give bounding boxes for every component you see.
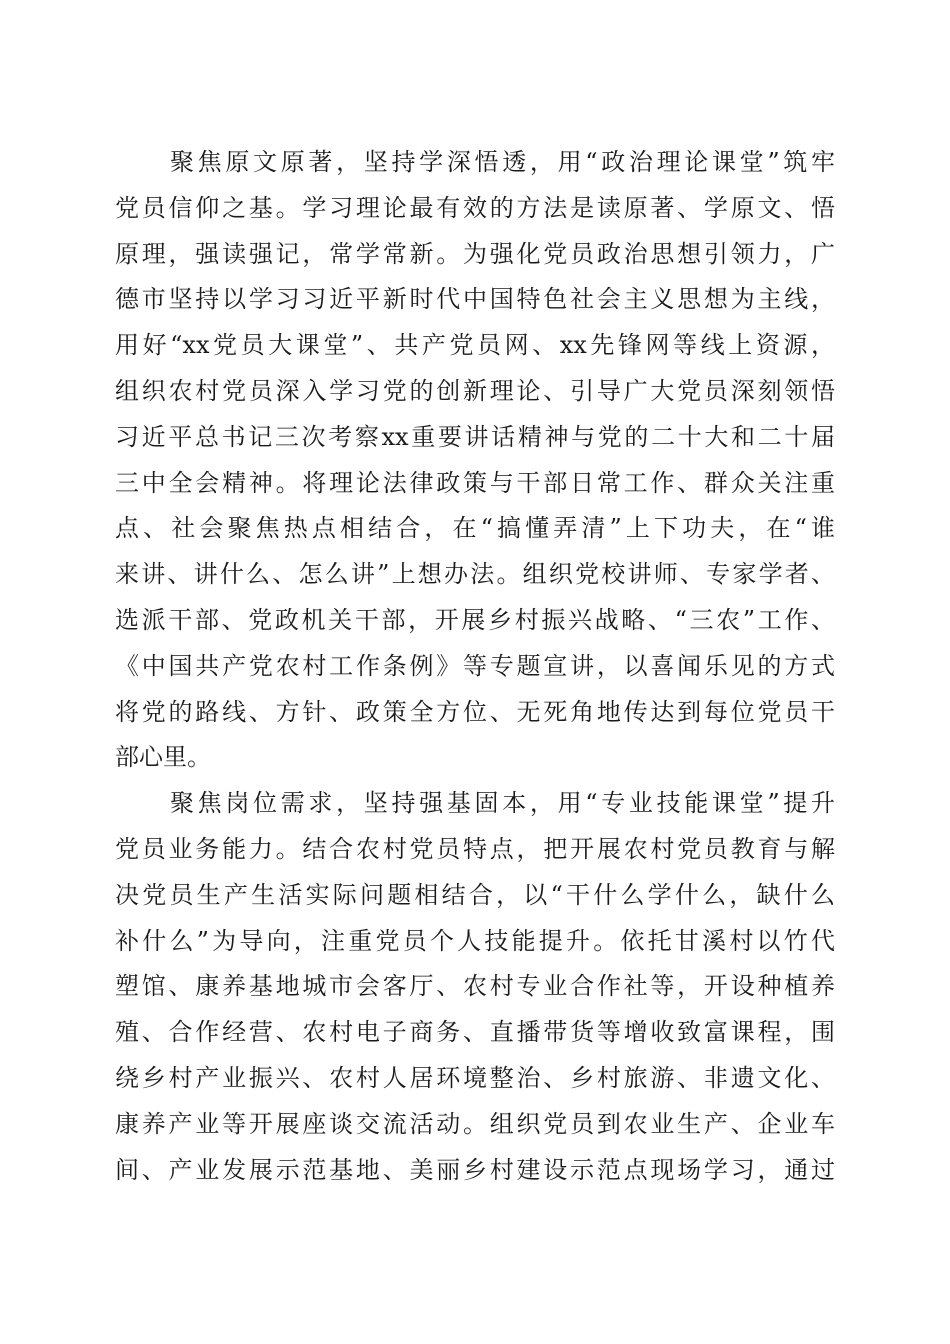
text-line: 原理，强读强记，常学常新。为强化党员政治思想引领力，广 [115, 239, 835, 268]
text-line: 决党员生产生活实际问题相结合，以“干什么学什么，缺什么 [115, 880, 835, 909]
text-line: 习近平总书记三次考察xx重要讲话精神与党的二十大和二十届 [115, 422, 835, 451]
text-line: 部心里。 [115, 743, 211, 772]
text-line: 党员信仰之基。学习理论最有效的方法是读原著、学原文、悟 [115, 193, 835, 222]
text-line: 塑馆、康养基地城市会客厅、农村专业合作社等，开设种植养 [115, 972, 835, 1001]
text-line: 德市坚持以学习习近平新时代中国特色社会主义思想为主线， [115, 285, 835, 314]
text-line: 殖、合作经营、农村电子商务、直播带货等增收致富课程，围 [115, 1018, 835, 1047]
text-line: 选派干部、党政机关干部，开展乡村振兴战略、“三农”工作、 [115, 605, 835, 634]
paragraph-1 [115, 140, 835, 781]
text-line: 三中全会精神。将理论法律政策与干部日常工作、群众关注重 [115, 468, 835, 497]
text-line: 《中国共产党农村工作条例》等专题宣讲，以喜闻乐见的方式 [115, 651, 835, 680]
text-line: 补什么”为导向，注重党员个人技能提升。依托甘溪村以竹代 [115, 926, 835, 955]
text-line: 康养产业等开展座谈交流活动。组织党员到农业生产、企业车 [115, 1109, 835, 1138]
text-line: 聚焦岗位需求，坚持强基固本，用“专业技能课堂”提升 [170, 789, 835, 818]
text-line: 点、社会聚焦热点相结合，在“搞懂弄清”上下功夫，在“谁 [115, 514, 835, 543]
text-line: 党员业务能力。结合农村党员特点，把开展农村党员教育与解 [115, 834, 835, 863]
text-line: 将党的路线、方针、政策全方位、无死角地传达到每位党员干 [115, 697, 835, 726]
text-line: 聚焦原文原著，坚持学深悟透，用“政治理论课堂”筑牢 [170, 148, 835, 176]
text-line: 间、产业发展示范基地、美丽乡村建设示范点现场学习，通过 [115, 1155, 835, 1184]
text-line: 用好“xx党员大课堂”、共产党员网、xx先锋网等线上资源， [115, 331, 835, 360]
text-line: 来讲、讲什么、怎么讲”上想办法。组织党校讲师、专家学者、 [115, 560, 835, 589]
text-line: 绕乡村产业振兴、农村人居环境整治、乡村旅游、非遗文化、 [115, 1063, 835, 1092]
text-line: 组织农村党员深入学习党的创新理论、引导广大党员深刻领悟 [115, 376, 835, 405]
paragraph-2 [115, 781, 835, 1193]
document-body [115, 140, 835, 1193]
